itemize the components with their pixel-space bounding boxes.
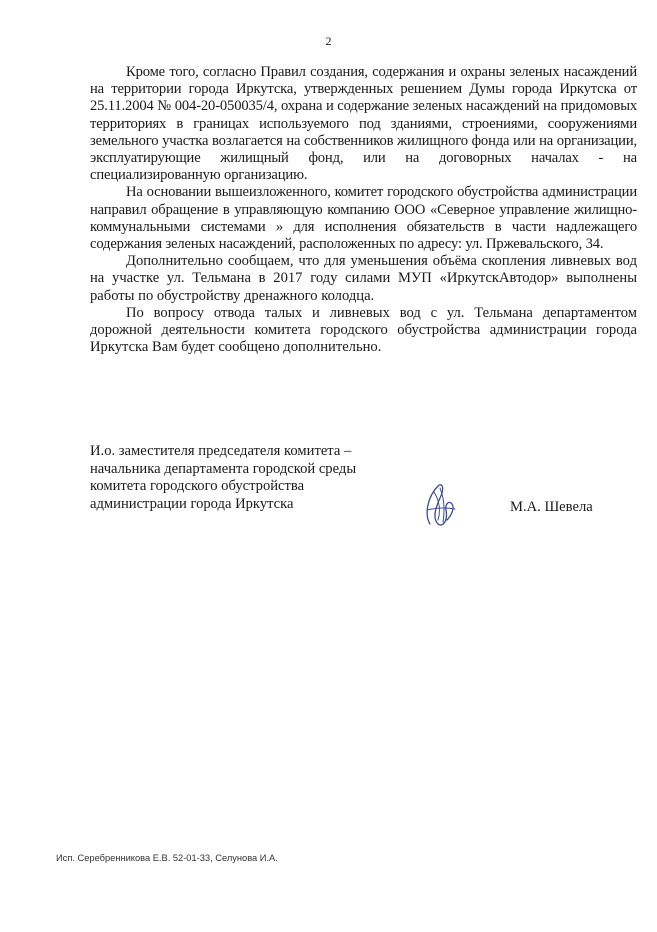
position-line: И.о. заместителя председателя комитета – — [90, 443, 352, 459]
signer-name: М.А. Шевела — [510, 499, 593, 515]
paragraph-appeal: На основании вышеизложенного, комитет городского обустройства администрации направил обращение в управляющую компанию ООО «Северное управление жилищно-коммунальными системами » для исполнения обязательств в части надлежащего содержания зеленых насаждений, расположенных по адресу: ул. Пржевальского, 34. — [90, 184, 637, 253]
position-line: администрации города Иркутска — [90, 495, 294, 512]
paragraph-meltwater: По вопросу отвода талых и ливневых вод с ул. Тельмана департаментом дорожной деятельности комитета городского обустройства администрации города Иркутска Вам будет сообщено дополнительно. — [90, 304, 637, 356]
signer-position — [90, 443, 420, 513]
paragraph-drainage: Дополнительно сообщаем, что для уменьшения объёма скопления ливневых вод на участке ул. Тельмана в 2017 году силами МУП «ИркутскАвтодор» выполнены работы по обустройству дренажного колодца. — [90, 253, 637, 304]
position-line: начальника департамента городской среды — [90, 460, 357, 477]
letter-body — [90, 64, 637, 356]
paragraph-green-rules: Кроме того, согласно Правил создания, содержания и охраны зеленых насаждений на территории города Иркутска, утвержденных решением Думы города Иркутска от 25.11.2004 № 004-20-050035/4, охрана и содержание зеленых насаждений на придомовых территориях в границах используемого под зданиями, строениями, сооружениями земельного участка возлагается на собственников жилищного фонда или на организации, эксплуатирующие жилищный фонд, или на договорных началах - на специализированную организацию. — [90, 64, 637, 184]
position-line: комитета городского обустройства — [90, 478, 305, 495]
executor-note: Исп. Серебренникова Е.В. 52-01-33, Селунова И.А. — [56, 853, 278, 863]
handwritten-signature — [418, 480, 462, 530]
page-number: 2 — [325, 34, 332, 48]
